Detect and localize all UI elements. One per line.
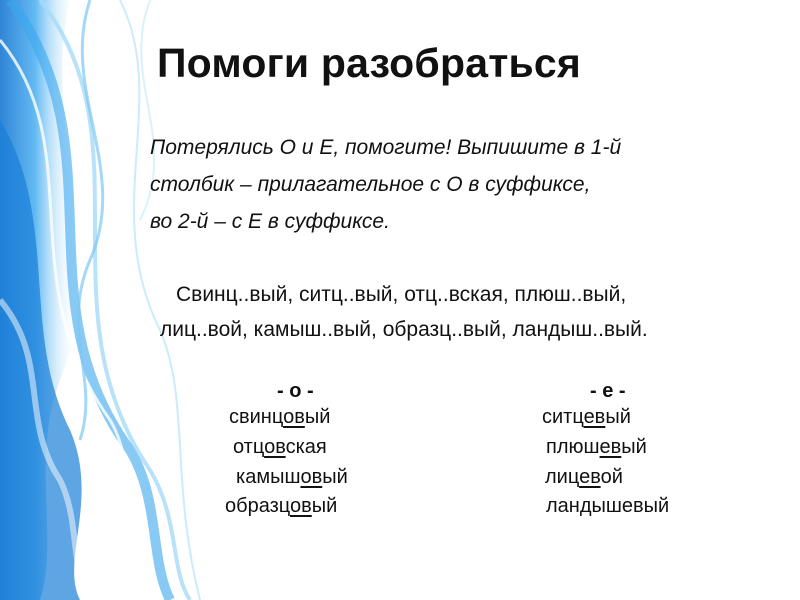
- list-item: плюшевый: [546, 436, 647, 458]
- task-line: во 2-й – с Е в суффиксе.: [150, 210, 390, 233]
- list-item: ландышевый: [546, 495, 670, 517]
- suffix-underline: ев: [599, 436, 622, 458]
- word-list-line: Свинц..вый, ситц..вый, отц..вская, плюш..вый,: [176, 283, 627, 306]
- slide-title: Помоги разобраться: [157, 40, 582, 86]
- column-e-header: - е -: [590, 380, 626, 402]
- list-item: ситцевый: [542, 406, 631, 428]
- task-line: Потерялись О и Е, помогите! Выпишите в 1-й: [150, 136, 622, 159]
- list-item: отцовская: [233, 436, 327, 458]
- list-item: лицевой: [545, 466, 623, 488]
- suffix-underline: ев: [579, 466, 601, 488]
- list-item: свинцовый: [229, 406, 331, 428]
- task-line: столбик – прилагательное с О в суффиксе,: [150, 173, 591, 196]
- list-item: образцовый: [225, 495, 338, 517]
- suffix-underline: ов: [264, 436, 286, 458]
- list-item: камышовый: [236, 466, 348, 488]
- suffix-underline: ов: [300, 466, 323, 488]
- suffix-underline: ов: [283, 406, 305, 428]
- suffix-underline: ов: [290, 495, 312, 517]
- column-o-header: - о -: [277, 380, 314, 402]
- word-list-line: лиц..вой, камыш..вый, образц..вый, ландыш..вый.: [160, 318, 648, 341]
- suffix-underline: ев: [583, 406, 606, 428]
